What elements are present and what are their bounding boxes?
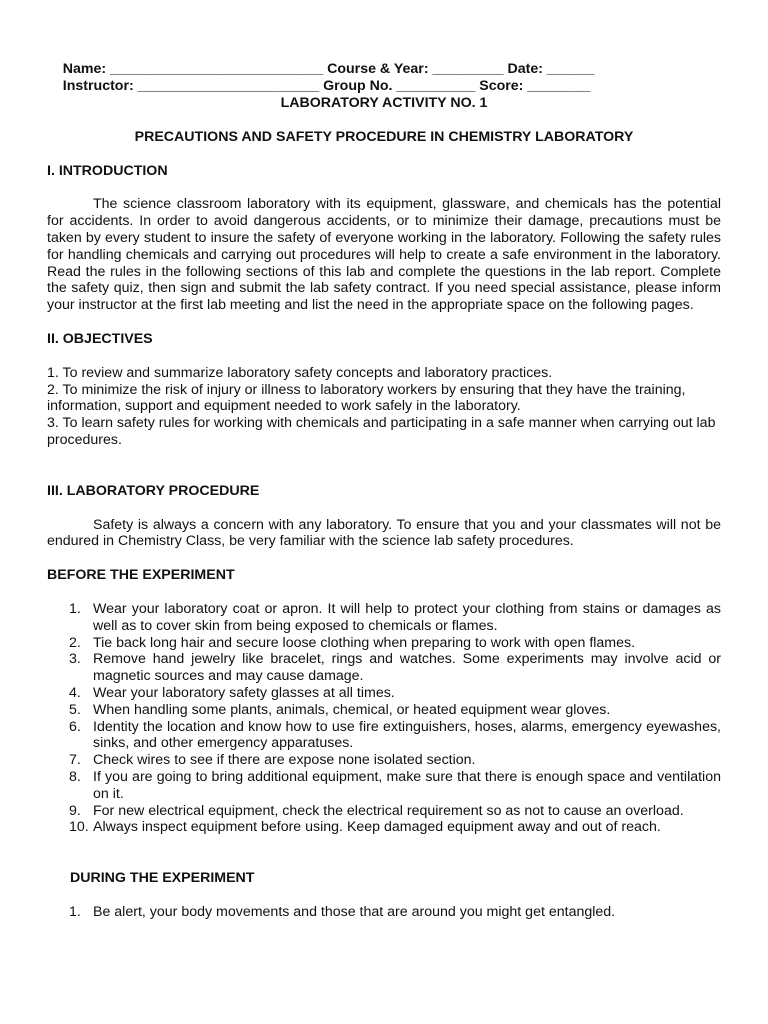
list-item: 2. Tie back long hair and secure loose clothing when preparing to work with open flames. (69, 634, 636, 651)
list-item: 8. If you are going to bring additional equipment, make sure that there is enough space and ventilation on it. (69, 768, 721, 802)
group-field: Group No. __________ (323, 77, 476, 94)
list-item: 1. Be alert, your body movements and those that are around you might get entangled. (69, 903, 616, 920)
list-item: 6. Identity the location and know how to use fire extinguishers, hoses, alarms, emergency eyewashes, sinks, and other emergency apparatuses. (69, 718, 721, 752)
before-experiment-heading: BEFORE THE EXPERIMENT (47, 567, 235, 584)
activity-title: LABORATORY ACTIVITY NO. 1 (280, 95, 488, 111)
objectives-heading: II. OBJECTIVES (47, 330, 153, 347)
introduction-heading: I. INTRODUCTION (47, 162, 168, 179)
list-item: 10. Always inspect equipment before using. Keep damaged equipment away and out of reach. (69, 819, 661, 836)
list-item: 9. For new electrical equipment, check the electrical requirement so as not to cause an overload. (69, 802, 684, 819)
list-item: 1. Wear your laboratory coat or apron. It will help to protect your clothing from stains or damages as well as to cover skin from being exposed to chemicals or flames. (69, 600, 721, 634)
objective-item: 2. To minimize the risk of injury or illness to laboratory workers by ensuring that they have the training, information, support and equipment needed to work safely in the laboratory. (47, 381, 686, 415)
objectives-list (47, 365, 721, 449)
instructor-field: Instructor: _______________________ (62, 77, 320, 94)
main-title: PRECAUTIONS AND SAFETY PROCEDURE IN CHEMISTRY LABORATORY (134, 128, 634, 145)
objective-item: 3. To learn safety rules for working with chemicals and participating in a safe manner when carrying out lab procedures. (47, 415, 716, 448)
before-experiment-list (47, 601, 721, 836)
introduction-body: The science classroom laboratory with its equipment, glassware, and chemicals has the potential for accidents. In order to avoid dangerous accidents, or to minimize their damage, precautions must be taken by every student to insure the safety of everyone working in the laboratory. Following the safety rules for handling chemicals and carrying out procedures will help to create a safe environment in the laboratory. Read the rules in the following sections of this lab and complete the questions in the lab report. Complete the safety quiz, then sign and submit the lab safety contract. If you need special assistance, please inform your instructor at the first lab meeting and list the need in the appropriate space on the following pages. (47, 196, 721, 314)
list-item: 4. Wear your laboratory safety glasses at all times. (69, 684, 395, 701)
list-item: 5. When handling some plants, animals, chemical, or heated equipment wear gloves. (69, 701, 611, 718)
during-experiment-list (47, 904, 721, 921)
header-line-1 (47, 44, 721, 77)
date-field: Date: ______ (507, 60, 595, 77)
name-field: Name: ___________________________ (62, 60, 324, 77)
procedure-body: Safety is always a concern with any laboratory. To ensure that you and your classmates will not be endured in Chemistry Class, be very familiar with the science lab safety procedures. (47, 516, 721, 550)
score-field: Score: ________ (479, 77, 591, 94)
objective-item: 1. To review and summarize laboratory safety concepts and laboratory practices. (47, 364, 553, 381)
list-item: 7. Check wires to see if there are expose none isolated section. (69, 752, 476, 769)
during-experiment-heading: DURING THE EXPERIMENT (70, 870, 255, 887)
list-item: 3. Remove hand jewelry like bracelet, rings and watches. Some experiments may involve acid or magnetic sources and may cause damage. (69, 651, 721, 685)
course-year-field: Course & Year: _________ (327, 60, 504, 77)
procedure-heading: III. LABORATORY PROCEDURE (47, 482, 260, 499)
